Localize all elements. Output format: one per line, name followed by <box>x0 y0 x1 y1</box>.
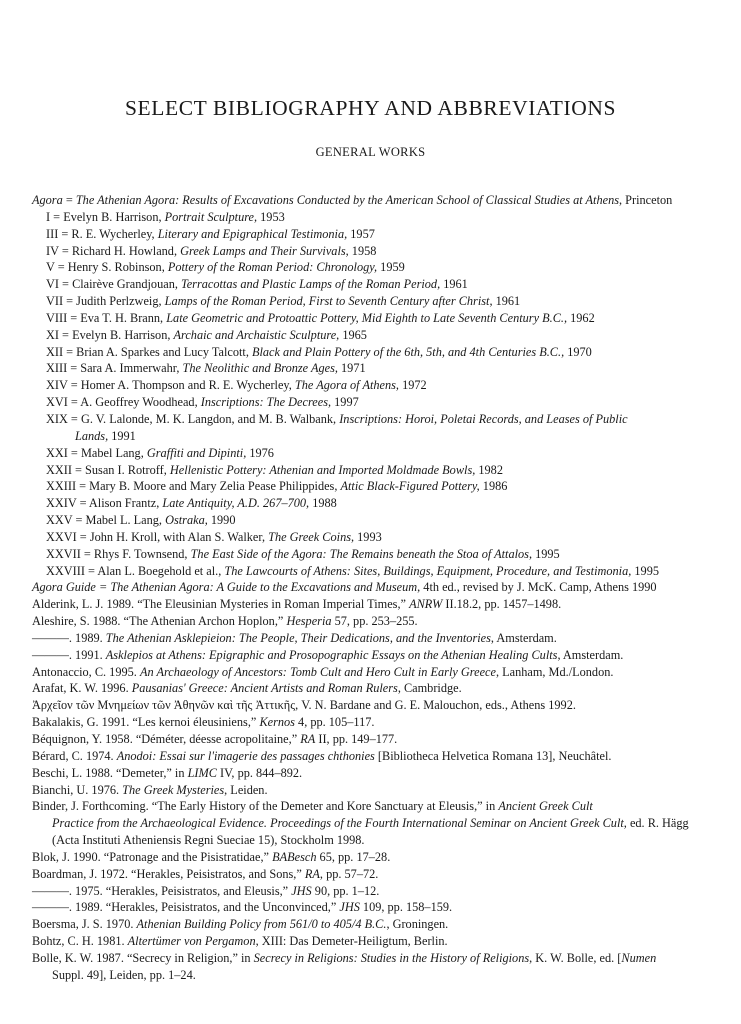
entry-details: , Groningen. <box>386 917 449 932</box>
volume-year: 1995 <box>532 546 560 561</box>
entry-details: 65, pp. 17–28. <box>316 849 391 864</box>
volume-year: 1982 <box>475 462 503 477</box>
volume-number: XXV = <box>46 513 86 528</box>
agora-volume <box>32 243 712 260</box>
volume-year: 1957 <box>347 226 375 241</box>
volume-number: XII = <box>46 344 77 359</box>
volume-author: Susan I. Rotroff, <box>85 462 170 477</box>
entry-text: Alderink, L. J. 1989. “The Eleusinian Mysteries in Roman Imperial Times,” <box>32 597 410 612</box>
entry-title: Anodoi: Essai sur l'imagerie des passages chthonies <box>116 748 375 763</box>
entry-text: Bohtz, C. H. 1981. <box>32 934 128 949</box>
bibliography-entry <box>32 748 712 765</box>
entry-title: JHS <box>339 900 360 915</box>
volume-title: Graffiti and Dipinti, <box>146 445 247 460</box>
entry-details: , XIII: Das Demeter-Heiligtum, Berlin. <box>255 934 448 949</box>
bibliography-entry <box>32 782 712 799</box>
entry-details: , pp. 57–72. <box>319 866 379 881</box>
volume-year: 1976 <box>246 445 274 460</box>
entry-title: An Archaeology of Ancestors: Tomb Cult and Hero Cult in Early Greece <box>139 664 496 679</box>
volume-number: IV = <box>46 243 72 258</box>
binder-line2-post: ed. R. Hägg <box>626 816 689 831</box>
entry-details: 90, pp. 1–12. <box>311 883 380 898</box>
bibliography-entry <box>32 765 712 782</box>
entry-text: Blok, J. 1990. “Patronage and the Pisistratidae,” <box>32 849 273 864</box>
volume-year: 1990 <box>207 513 236 528</box>
agora-series-title: The Athenian Agora: Results of Excavations Conducted by the American School of Classical Studies at Athens <box>75 193 620 207</box>
volume-year: 1997 <box>331 395 359 410</box>
agora-volume <box>32 344 712 361</box>
volume-year: 1959 <box>377 260 405 275</box>
entry-details: IV, pp. 844–892. <box>216 765 303 780</box>
agora-volume <box>32 563 712 580</box>
volume-number: XXVI = <box>46 529 90 544</box>
entry-text: Boersma, J. S. 1970. <box>32 917 137 932</box>
volume-number: XXII = <box>46 462 86 477</box>
bibliography-list <box>32 192 712 984</box>
volume-title: The Neolithic and Bronze Ages, <box>182 361 338 376</box>
binder-line1: Binder, J. Forthcoming. “The Early History of the Demeter and Kore Sanctuary at Eleusis,” in <box>32 799 499 814</box>
agora-volume-list <box>32 209 712 580</box>
volume-title: The East Side of the Agora: The Remains beneath the Stoa of Attalos, <box>190 546 533 561</box>
volume-author: Rhys F. Townsend, <box>93 546 191 561</box>
volume-title: Terracottas and Plastic Lamps of the Roman Period, <box>181 277 441 292</box>
entry-details: , Amsterdam. <box>557 647 624 662</box>
volume-year: 1993 <box>354 529 382 544</box>
volume-year: 1965 <box>339 327 367 342</box>
bibliography-entry <box>32 630 712 647</box>
bolle-line1: Bolle, K. W. 1987. “Secrecy in Religion,” in <box>32 950 254 965</box>
binder-line1-title: Ancient Greek Cult <box>498 799 593 814</box>
entry-title: The Greek Mysteries <box>122 782 225 797</box>
volume-title: The Agora of Athens, <box>294 378 399 393</box>
volume-title: Black and Plain Pottery of the 6th, 5th, and 4th Centuries B.C., <box>251 344 565 359</box>
bibliography-entry <box>32 664 712 681</box>
bibliography-entry <box>32 697 712 714</box>
bibliography-entry <box>32 613 712 630</box>
volume-title: Greek Lamps and Their Survivals, <box>180 243 349 258</box>
volume-author: Sara A. Immerwahr, <box>80 361 183 376</box>
agora-volume <box>32 529 712 546</box>
volume-number: XXVII = <box>46 546 94 561</box>
volume-author: Homer A. Thompson and R. E. Wycherley, <box>80 378 295 393</box>
volume-title: Lamps of the Roman Period, First to Seventh Century after Christ, <box>164 294 493 309</box>
volume-title: Inscriptions: The Decrees, <box>200 395 332 410</box>
agora-volume <box>32 226 712 243</box>
bibliography-entry <box>32 849 712 866</box>
volume-number: XIV = <box>46 378 81 393</box>
bibliography-entry <box>32 866 712 883</box>
entry-details: , Lanham, Md./London. <box>495 664 614 679</box>
volume-title: Late Geometric and Protoattic Pottery, Mid Eighth to Late Seventh Century B.C., <box>166 310 568 325</box>
volume-title: The Lawcourts of Athens: Sites, Buildings, Equipment, Procedure, and Testimonia, <box>224 563 632 578</box>
volume-year: 1958 <box>348 243 377 258</box>
bolle-line1-title: Secrecy in Religions: Studies in the History of Religions <box>253 950 530 965</box>
entry-text: Aleshire, S. 1988. “The Athenian Archon Hoplon,” <box>32 614 287 629</box>
agora-volume <box>32 276 712 293</box>
volume-title: Archaic and Archaistic Sculpture, <box>173 327 340 342</box>
agora-series-entry <box>32 192 712 209</box>
volume-number: VI = <box>46 277 73 292</box>
agora-volume <box>32 512 712 529</box>
agora-label: Agora <box>32 193 63 207</box>
agora-volume <box>32 293 712 310</box>
volume-year: 1970 <box>564 344 592 359</box>
volume-year: 1986 <box>479 479 508 494</box>
volume-author: A. Geoffrey Woodhead, <box>80 395 201 410</box>
bibliography-entry <box>32 731 712 748</box>
volume-year: 1953 <box>257 209 285 224</box>
volume-year: 1995 <box>631 563 659 578</box>
entry-text: ———. 1975. “Herakles, Peisistratos, and Eleusis,” <box>32 883 292 898</box>
volume-year: 1971 <box>337 361 366 376</box>
volume-year: 1961 <box>440 277 468 292</box>
entry-details: 109, pp. 158–159. <box>359 900 453 915</box>
entry-text: Antonaccio, C. 1995. <box>32 664 140 679</box>
volume-number: VII = <box>46 294 77 309</box>
volume-number: XXIII = <box>46 479 90 494</box>
entry-text: ———. 1989. “Herakles, Peisistratos, and the Unconvinced,” <box>32 900 340 915</box>
bibliography-entry <box>32 883 712 900</box>
entry-title: ANRW <box>409 597 443 612</box>
section-heading: GENERAL WORKS <box>315 145 426 159</box>
entry-title: Hesperia <box>286 614 332 629</box>
volume-author: Evelyn B. Harrison, <box>72 327 174 342</box>
volume-number: III = <box>46 226 72 241</box>
volume-author: Evelyn B. Harrison, <box>63 209 165 224</box>
volume-number: VIII = <box>46 310 81 325</box>
volume-author: Judith Perlzweig, <box>76 294 165 309</box>
entry-title: BABesch <box>272 849 317 864</box>
binder-line3: (Acta Instituti Atheniensis Regni Sueciae 15), Stockholm 1998. <box>52 833 365 848</box>
volume-author: Eva T. H. Brann, <box>80 310 167 325</box>
agora-volume <box>32 462 712 479</box>
agora-volume <box>32 495 712 512</box>
agora-volume <box>32 327 712 344</box>
volume-year: 1961 <box>492 294 521 309</box>
volume-author: Brian A. Sparkes and Lucy Talcott, <box>76 344 252 359</box>
entry-details: , Cambridge. <box>397 681 462 696</box>
bolle-line1-series: Numen <box>621 950 657 965</box>
entry-title: RA <box>300 732 316 746</box>
agora-volume <box>32 360 712 377</box>
entry-text: Boardman, J. 1972. “Herakles, Peisistratos, and Sons,” <box>32 866 305 881</box>
volume-title: Inscriptions: Horoi, Poletai Records, and Leases of Public <box>339 411 628 426</box>
entry-title: Altertümer von Pergamon <box>127 934 256 949</box>
agora-volume <box>32 377 712 394</box>
volume-number: XXVIII = <box>46 563 98 578</box>
binder-line2-title: Practice from the Archaeological Evidence. Proceedings of the Fourth International Seminar on Ancient Greek Cult, <box>52 816 627 831</box>
volume-title: Attic Black-Figured Pottery, <box>340 479 480 494</box>
bibliography-entry <box>32 933 712 950</box>
agora-equals: = <box>62 193 76 207</box>
entry-details: 57, pp. 253–255. <box>331 614 418 629</box>
entry-title: Agora Guide = The Athenian Agora: A Guide to the Excavations and Museum <box>32 580 418 595</box>
entry-text: Beschi, L. 1988. “Demeter,” in <box>32 765 188 780</box>
agora-volume <box>32 445 712 462</box>
volume-number: V = <box>46 260 68 275</box>
volume-author: Clairève Grandjouan, <box>72 277 181 292</box>
entry-details: 4, pp. 105–117. <box>294 715 375 730</box>
volume-year: 1972 <box>399 378 427 393</box>
volume-author: Alan L. Boegehold et al., <box>97 563 225 578</box>
volume-number: I = <box>46 209 64 224</box>
entry-title: RA <box>304 866 320 881</box>
bolle-line1-post: , K. W. Bolle, ed. [ <box>529 950 622 965</box>
entry-text: Béquignon, Y. 1958. “Déméter, déesse acropolitaine,” <box>32 732 301 746</box>
volume-author: R. E. Wycherley, <box>71 226 158 241</box>
bibliography-entry <box>32 714 712 731</box>
agora-volume <box>32 259 712 276</box>
volume-number: XIX = <box>46 411 81 426</box>
volume-year: 1991 <box>108 428 136 443</box>
volume-number: XIII = <box>46 361 81 376</box>
agora-volume <box>32 546 712 563</box>
entry-title: Pausanias' Greece: Ancient Artists and Roman Rulers <box>131 681 398 696</box>
entry-text: Bérard, C. 1974. <box>32 748 117 763</box>
volume-title-cont: Lands, <box>75 428 109 443</box>
entry-title: LIMC <box>187 765 217 780</box>
volume-author: Mabel L. Lang, <box>85 513 166 528</box>
entry-details: [Bibliotheca Helvetica Romana 13], Neuchâtel. <box>374 748 612 763</box>
agora-volume-continuation <box>32 428 712 445</box>
entry-details: , 4th ed., revised by J. McK. Camp, Athens 1990 <box>417 580 657 595</box>
bibliography-entry <box>32 596 712 613</box>
entry-title: Athenian Building Policy from 561/0 to 405/4 B.C. <box>136 917 387 932</box>
entry-details: II, pp. 149–177. <box>315 732 398 746</box>
agora-volume <box>32 310 712 327</box>
entry-text: Bianchi, U. 1976. <box>32 782 123 797</box>
volume-year: 1962 <box>567 310 595 325</box>
agora-volume <box>32 478 712 495</box>
volume-title: Late Antiquity, A.D. 267–700, <box>162 496 310 511</box>
volume-title: Pottery of the Roman Period: Chronology, <box>167 260 378 275</box>
entry-text: Arafat, K. W. 1996. <box>32 681 132 696</box>
bibliography-entry <box>32 916 712 933</box>
binder-line2 <box>32 815 712 832</box>
bibliography-entry <box>32 680 712 697</box>
volume-author: John H. Kroll, with Alan S. Walker, <box>89 529 269 544</box>
agora-volume <box>32 394 712 411</box>
volume-title: The Greek Coins, <box>268 529 355 544</box>
entries-group-a <box>32 579 712 798</box>
entry-details: , Amsterdam. <box>490 630 557 645</box>
volume-number: XXI = <box>46 445 81 460</box>
bibliography-entry <box>32 647 712 664</box>
volume-title: Hellenistic Pottery: Athenian and Imported Moldmade Bowls, <box>169 462 476 477</box>
entry-title: Asklepios at Athens: Epigraphic and Prosopographic Essays on the Athenian Healing Cults <box>105 647 558 662</box>
volume-title: Portrait Sculpture, <box>164 209 258 224</box>
entry-text: ———. 1991. <box>32 647 106 662</box>
volume-title: Literary and Epigraphical Testimonia, <box>157 226 348 241</box>
entry-text: Ἀρχεῖον τῶν Μνημείων τῶν Ἀθηνῶν καὶ τῆς Ἀττικῆς, V. N. Bardane and G. E. Malouchon, eds., Athens 1992. <box>32 698 576 713</box>
agora-volume <box>32 411 712 428</box>
entry-title: The Athenian Asklepieion: The People, Their Dedications, and the Inventories <box>105 630 491 645</box>
volume-number: XXIV = <box>46 496 89 511</box>
volume-author: Alison Frantz, <box>88 496 163 511</box>
volume-number: XI = <box>46 327 73 342</box>
entry-title: Kernos <box>259 715 295 730</box>
agora-place: , Princeton <box>619 193 673 207</box>
entry-text: Bakalakis, G. 1991. “Les kernoi éleusiniens,” <box>32 715 260 730</box>
volume-year: 1988 <box>309 496 337 511</box>
binder-entry <box>32 798 712 815</box>
agora-volume <box>32 209 712 226</box>
volume-author: G. V. Lalonde, M. K. Langdon, and M. B. Walbank, <box>80 411 340 426</box>
entry-details: II.18.2, pp. 1457–1498. <box>442 597 562 612</box>
bolle-line2: Suppl. 49], Leiden, pp. 1–24. <box>52 967 196 982</box>
volume-number: XVI = <box>46 395 81 410</box>
bibliography-entry <box>32 579 712 596</box>
volume-author: Mary B. Moore and Mary Zelia Pease Philippides, <box>89 479 341 494</box>
entry-title: JHS <box>291 883 312 898</box>
entry-text: ———. 1989. <box>32 630 106 645</box>
volume-author: Richard H. Howland, <box>71 243 181 258</box>
entry-details: , Leiden. <box>224 782 268 797</box>
bibliography-entry <box>32 899 712 916</box>
volume-title: Ostraka, <box>165 513 208 528</box>
entries-group-b <box>32 849 712 950</box>
bolle-entry <box>32 950 712 967</box>
page-title: SELECT BIBLIOGRAPHY AND ABBREVIATIONS <box>124 96 617 120</box>
volume-author: Henry S. Robinson, <box>67 260 168 275</box>
volume-author: Mabel Lang, <box>80 445 147 460</box>
